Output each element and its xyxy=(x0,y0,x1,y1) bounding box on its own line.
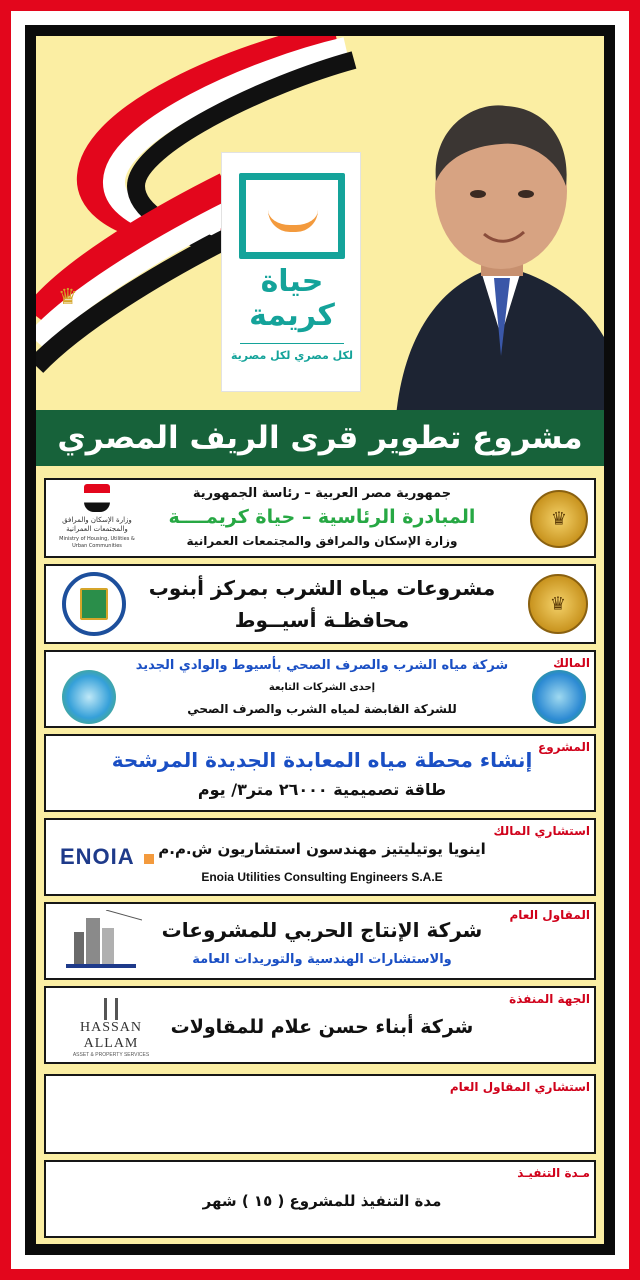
owner-holding-line: للشركة القابضة لمياه الشرب والصرف الصحي xyxy=(187,702,457,716)
consultant-english-line: Enoia Utilities Consulting Engineers S.A.E xyxy=(201,870,443,884)
hassan-allam-logo-text: HASSAN ALLAM xyxy=(79,1020,142,1051)
panel-presidency xyxy=(44,478,596,558)
owner-label: المالك xyxy=(553,656,590,670)
ministry-logo-text: وزارة الإسكان والمرافق والمجتمعات العمرانية xyxy=(62,516,132,533)
panel-owner xyxy=(44,650,596,728)
ministry-shield-icon xyxy=(84,484,110,512)
enoia-mark-icon xyxy=(144,854,154,864)
hassan-allam-logo-sub: ASSET & PROPERTY SERVICES xyxy=(72,1052,150,1058)
panel-contractor-consultant xyxy=(44,1074,596,1154)
building-tower-icon xyxy=(86,918,100,964)
executing-party-label: الجهة المنفذة xyxy=(509,992,590,1006)
military-production-logo xyxy=(58,910,142,976)
smile-icon xyxy=(268,210,318,232)
holding-company-logo-icon xyxy=(62,670,116,724)
governorate-building-icon xyxy=(80,588,108,620)
executor-name-line: شركة أبناء حسن علام للمقاولات xyxy=(170,1016,474,1038)
ministry-logo xyxy=(54,484,140,554)
header-banner xyxy=(36,36,604,410)
assiut-governorate-logo xyxy=(62,572,126,636)
duration-label: مـدة التنفيـذ xyxy=(517,1166,590,1180)
contractor-consultant-label: استشاري المقاول العام xyxy=(449,1080,590,1094)
logo-word-hayah: حياة xyxy=(260,264,324,299)
panel-general-contractor xyxy=(44,902,596,980)
governorate-line: محافظـة أسيــوط xyxy=(234,608,410,632)
logo-divider xyxy=(240,343,344,344)
egypt-seal-icon: ♛ xyxy=(528,574,588,634)
presidency-line: جمهورية مصر العربية – رئاسة الجمهورية xyxy=(192,486,452,501)
contractor-name-line: شركة الإنتاج الحربي للمشروعات xyxy=(161,918,483,942)
hayah-karima-logo xyxy=(221,152,361,392)
project-capacity-line: طاقة تصميمية ٢٦٠٠٠ متر٣/ يوم xyxy=(197,780,447,799)
logo-word-karima: كريمة xyxy=(249,298,335,333)
president-portrait xyxy=(386,86,604,410)
duration-line: مدة التنفيذ للمشروع ( ١٥ ) شهر xyxy=(202,1192,442,1210)
ministry-line: وزارة الإسكان والمرافق والمجتمعات العمرانية xyxy=(186,534,458,548)
enoia-logo xyxy=(60,844,170,874)
owner-subsidiary-line: إحدى الشركات التابعة xyxy=(268,682,376,693)
panel-duration xyxy=(44,1160,596,1238)
general-contractor-label: المقاول العام xyxy=(509,908,590,922)
owner-consultant-label: استشاري المالك xyxy=(493,824,590,838)
water-company-logo-icon xyxy=(532,670,586,724)
hassan-allam-mark-icon xyxy=(104,998,118,1020)
initiative-line: المبادرة الرئاسية – حياة كريمــــة xyxy=(168,506,476,528)
contractor-services-line: والاستشارات الهندسية والتوريدات العامة xyxy=(192,952,452,967)
flag-eagle-icon: ♛ xyxy=(58,285,78,310)
owner-company-line: شركة مياه الشرب والصرف الصحي بأسيوط والوادي الجديد xyxy=(135,658,509,673)
panel-owner-consultant xyxy=(44,818,596,896)
panel-project xyxy=(44,734,596,812)
page-title: مشروع تطوير قرى الريف المصري xyxy=(36,410,604,466)
presidency-seal-icon: ♛ xyxy=(530,490,588,548)
project-label: المشروع xyxy=(538,740,590,754)
enoia-logo-text: ENOIA xyxy=(60,844,135,869)
hassan-allam-logo xyxy=(54,998,168,1056)
logo-square-icon xyxy=(239,173,345,259)
consultant-arabic-line: اينويا يوتيليتيز مهندسون استشاريون ش.م.م xyxy=(158,840,486,858)
panel-projects xyxy=(44,564,596,644)
logo-tagline: لكل مصري لكل مصرية xyxy=(230,349,354,362)
project-name-line: إنشاء محطة مياه المعابدة الجديدة المرشحة xyxy=(111,748,533,772)
panel-executing-party xyxy=(44,986,596,1064)
projects-line: مشروعات مياه الشرب بمركز أبنوب xyxy=(148,576,496,600)
ministry-logo-en: Ministry of Housing, Utilities & Urban Communities xyxy=(59,536,135,549)
